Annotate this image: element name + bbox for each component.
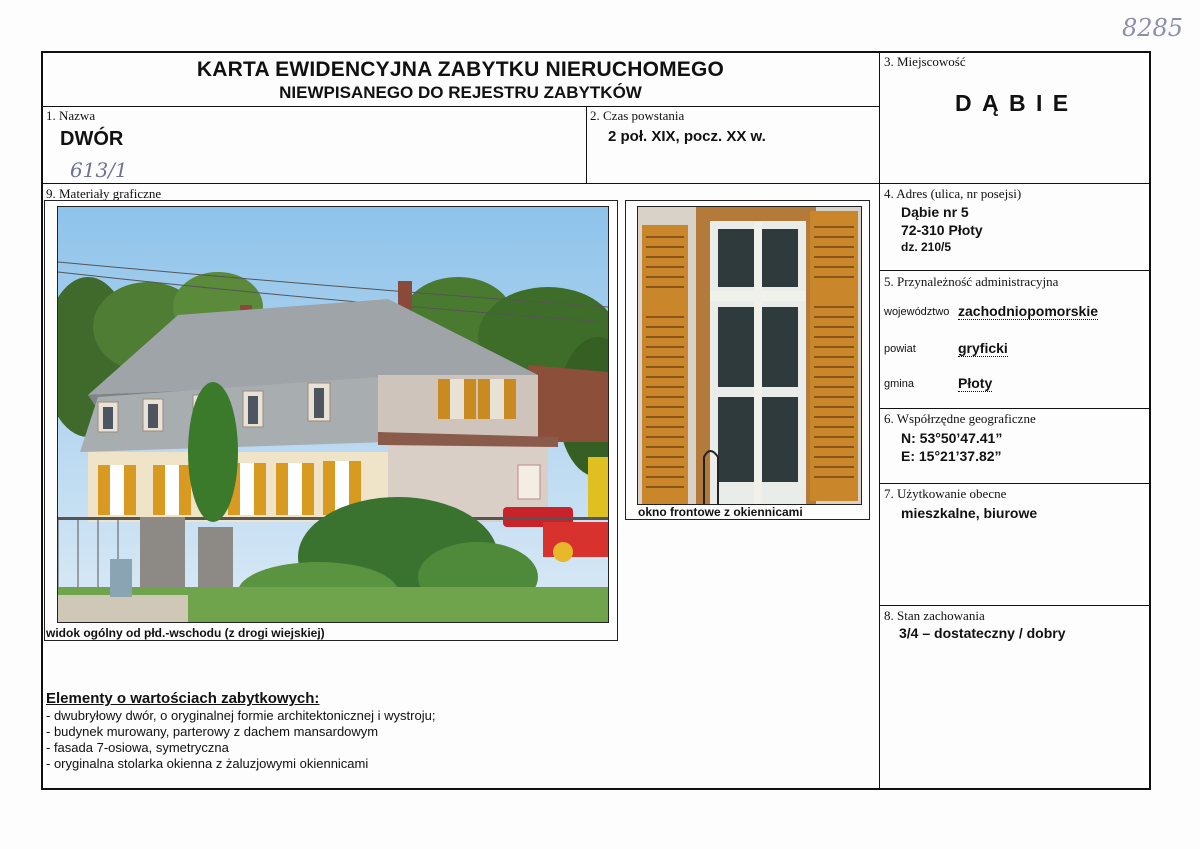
- window-shutters-photo: [637, 206, 862, 505]
- photo-1-caption: widok ogólny od płd.-wschodu (z drogi wiejskiej): [46, 626, 325, 640]
- field-condition-label: 8. Stan zachowania: [884, 608, 985, 623]
- divider-row2: [42, 183, 1150, 184]
- field-coordinates-label: 6. Współrzędne geograficzne: [884, 411, 1036, 426]
- field-graphics-label: 9. Materiały graficzne: [46, 186, 162, 201]
- title-line-1: KARTA EWIDENCYJNA ZABYTKU NIERUCHOMEGO: [196, 58, 725, 81]
- divider-field6-7: [880, 483, 1150, 484]
- field-date-label: 2. Czas powstania: [590, 108, 685, 123]
- field-name-value: DWÓR: [60, 128, 124, 150]
- voivodeship-value: zachodniopomorskie: [958, 303, 1099, 319]
- address-line-3: dz. 210/5: [901, 240, 952, 254]
- address-line-1: Dąbie nr 5: [901, 204, 969, 220]
- photo-2-caption: okno frontowe z okiennicami: [638, 505, 803, 519]
- field-locality-value: D Ą B I E: [955, 90, 1071, 116]
- archive-number: 8285: [1122, 14, 1184, 42]
- field-locality-label: 3. Miejscowość: [884, 54, 966, 69]
- field-usage-value: mieszkalne, biurowe: [901, 505, 1038, 521]
- list-item: - oryginalna stolarka okienna z żaluzjowymi okiennicami: [46, 756, 369, 771]
- divider-field5-6: [880, 408, 1150, 409]
- divider-field7-8: [880, 605, 1150, 606]
- heritage-values-section: [46, 690, 435, 772]
- field-address-label: 4. Adres (ulica, nr posejsi): [884, 186, 1022, 201]
- list-item: - budynek murowany, parterowy z dachem mansardowym: [46, 724, 379, 739]
- field-usage-label: 7. Użytkowanie obecne: [884, 486, 1007, 501]
- field-condition-value: 3/4 – dostateczny / dobry: [899, 625, 1066, 641]
- county-label: powiat: [884, 343, 916, 355]
- field-name-label: 1. Nazwa: [46, 108, 96, 123]
- form-title: [42, 58, 879, 103]
- commune-label: gmina: [884, 378, 914, 390]
- list-item: - dwubryłowy dwór, o oryginalnej formie architektonicznej i wystroju;: [46, 708, 436, 723]
- manor-house-photo: [57, 206, 609, 623]
- coordinate-east: E: 15°21’37.82”: [901, 448, 1002, 464]
- heritage-values-list: [46, 708, 435, 772]
- voivodeship-label: województwo: [884, 306, 950, 318]
- field-admin-label: 5. Przynależność administracyjna: [884, 274, 1059, 289]
- commune-value: Płoty: [958, 375, 993, 391]
- coordinate-north: N: 53°50’47.41”: [901, 430, 1003, 446]
- handwritten-parcel-note: 613/1: [70, 158, 128, 182]
- title-line-2: NIEWPISANEGO DO REJESTRU ZABYTKÓW: [279, 83, 642, 102]
- address-line-2: 72-310 Płoty: [901, 222, 983, 238]
- divider-header: [42, 106, 879, 107]
- divider-name-date: [586, 107, 587, 183]
- list-item: - fasada 7-osiowa, symetryczna: [46, 740, 229, 755]
- field-date-value: 2 poł. XIX, pocz. XX w.: [608, 128, 766, 145]
- divider-right-column: [879, 52, 880, 789]
- divider-field4-5: [880, 270, 1150, 271]
- county-value: gryficki: [958, 340, 1008, 356]
- heritage-values-heading: Elementy o wartościach zabytkowych:: [46, 690, 320, 707]
